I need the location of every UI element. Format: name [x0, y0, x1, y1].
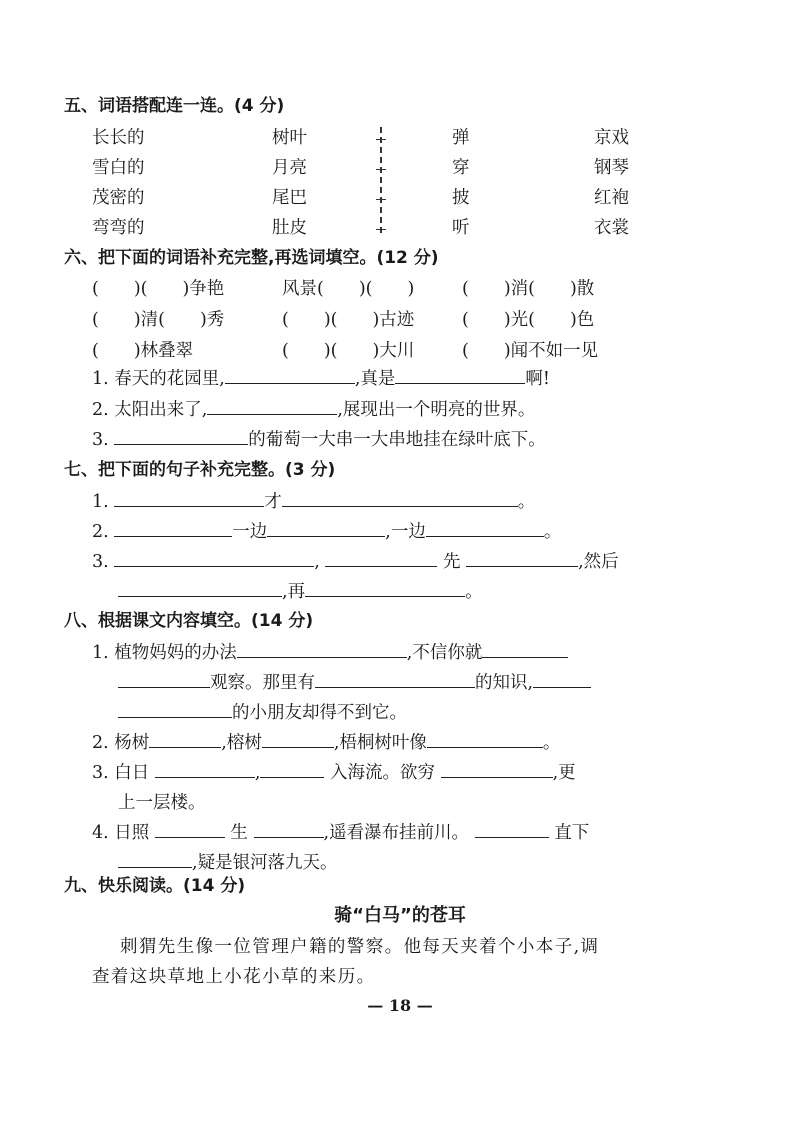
answer-blank[interactable]	[482, 641, 568, 658]
fill-sentence: 4. 日照 生 ,遥看瀑布挂前川。 直下	[92, 823, 590, 843]
match-word[interactable]: 弹	[452, 128, 470, 148]
idiom-blank[interactable]: ( )( )争艳	[92, 279, 225, 299]
answer-blank[interactable]	[149, 731, 221, 748]
idiom-blank[interactable]: ( )清( )秀	[92, 310, 225, 330]
fill-sentence: 2. 杨树 ,榕树 ,梧桐树叶像 。	[92, 733, 561, 753]
fill-sentence: ,疑是银河落九天。	[118, 851, 338, 875]
fill-sentence: 1. 春天的花园里, ,真是 啊!	[92, 369, 550, 389]
fill-sentence: 1. 才 。	[92, 492, 536, 512]
idiom-blank[interactable]: ( )林叠翠	[92, 341, 194, 361]
match-word[interactable]: 穿	[452, 158, 470, 178]
answer-blank[interactable]	[114, 550, 314, 567]
section9-header: 九、快乐阅读。(14 分)	[64, 876, 246, 896]
fill-sentence: ,再 。	[118, 580, 483, 604]
answer-blank[interactable]	[118, 671, 210, 688]
answer-blank[interactable]	[254, 821, 324, 838]
answer-blank[interactable]	[267, 520, 385, 537]
answer-blank[interactable]	[475, 821, 549, 838]
fill-sentence: 观察。那里有 的知识,	[118, 671, 591, 695]
answer-blank[interactable]	[426, 520, 544, 537]
divider-tick	[376, 199, 386, 200]
answer-blank[interactable]	[114, 520, 232, 537]
section6-header: 六、把下面的词语补充完整,再选词填空。(12 分)	[64, 248, 439, 268]
fill-sentence: 2. 一边 ,一边 。	[92, 522, 562, 542]
answer-blank[interactable]	[118, 580, 282, 597]
answer-blank[interactable]	[262, 731, 334, 748]
answer-blank[interactable]	[395, 367, 525, 384]
section5-header: 五、词语搭配连一连。(4 分)	[64, 96, 285, 116]
answer-blank[interactable]	[466, 550, 578, 567]
answer-blank[interactable]	[427, 731, 543, 748]
match-word[interactable]: 长长的	[92, 128, 145, 148]
passage-title: 骑“白马”的苍耳	[334, 905, 466, 926]
match-word[interactable]: 听	[452, 218, 470, 238]
match-word[interactable]: 京戏	[594, 128, 629, 148]
answer-blank[interactable]	[114, 428, 248, 445]
match-word[interactable]: 钢琴	[594, 158, 629, 178]
answer-blank[interactable]	[155, 821, 225, 838]
answer-blank[interactable]	[118, 701, 232, 718]
passage-text: 查着这块草地上小花小草的来历。	[92, 967, 376, 987]
passage-text: 刺猬先生像一位管理户籍的警察。他每天夹着个小本子,调	[120, 937, 600, 957]
column-divider	[380, 127, 382, 237]
match-word[interactable]: 披	[452, 188, 470, 208]
match-word[interactable]: 衣裳	[594, 218, 629, 238]
idiom-blank[interactable]: ( )消( )散	[462, 279, 595, 299]
fill-sentence: 3. 白日 , 入海流。欲穷 ,更	[92, 763, 576, 783]
match-word[interactable]: 树叶	[272, 128, 307, 148]
answer-blank[interactable]	[305, 580, 465, 597]
idiom-blank[interactable]: ( )( )大川	[282, 341, 415, 361]
answer-blank[interactable]	[155, 761, 255, 778]
answer-blank[interactable]	[207, 398, 337, 415]
idiom-blank[interactable]: ( )光( )色	[462, 310, 595, 330]
match-word[interactable]: 肚皮	[272, 218, 307, 238]
match-word[interactable]: 月亮	[272, 158, 307, 178]
answer-blank[interactable]	[118, 851, 192, 868]
idiom-blank[interactable]: 风景( )( )	[282, 279, 415, 299]
answer-blank[interactable]	[114, 490, 264, 507]
fill-sentence: 2. 太阳出来了, ,展现出一个明亮的世界。	[92, 400, 536, 420]
match-word[interactable]: 茂密的	[92, 188, 145, 208]
fill-sentence: 3. 的葡萄一大串一大串地挂在绿叶底下。	[92, 430, 546, 450]
fill-line: 上一层楼。	[118, 793, 206, 813]
fill-sentence: 3. , 先 ,然后	[92, 552, 619, 572]
idiom-blank[interactable]: ( )闻不如一见	[462, 341, 599, 361]
fill-sentence: 的小朋友却得不到它。	[118, 701, 407, 725]
match-word[interactable]: 尾巴	[272, 188, 307, 208]
answer-blank[interactable]	[533, 671, 591, 688]
answer-blank[interactable]	[237, 641, 407, 658]
divider-tick	[376, 169, 386, 170]
divider-tick	[376, 229, 386, 230]
answer-blank[interactable]	[282, 490, 518, 507]
idiom-blank[interactable]: ( )( )古迹	[282, 310, 415, 330]
answer-blank[interactable]	[441, 761, 553, 778]
page-number: — 18 —	[367, 996, 433, 1015]
fill-sentence: 1. 植物妈妈的办法 ,不信你就	[92, 641, 568, 665]
match-word[interactable]: 雪白的	[92, 158, 145, 178]
section8-header: 八、根据课文内容填空。(14 分)	[64, 611, 314, 631]
answer-blank[interactable]	[260, 761, 324, 778]
section7-header: 七、把下面的句子补充完整。(3 分)	[64, 460, 336, 480]
match-word[interactable]: 弯弯的	[92, 218, 145, 238]
match-word[interactable]: 红袍	[594, 188, 629, 208]
answer-blank[interactable]	[315, 671, 475, 688]
answer-blank[interactable]	[225, 367, 355, 384]
answer-blank[interactable]	[325, 550, 437, 567]
divider-tick	[376, 139, 386, 140]
